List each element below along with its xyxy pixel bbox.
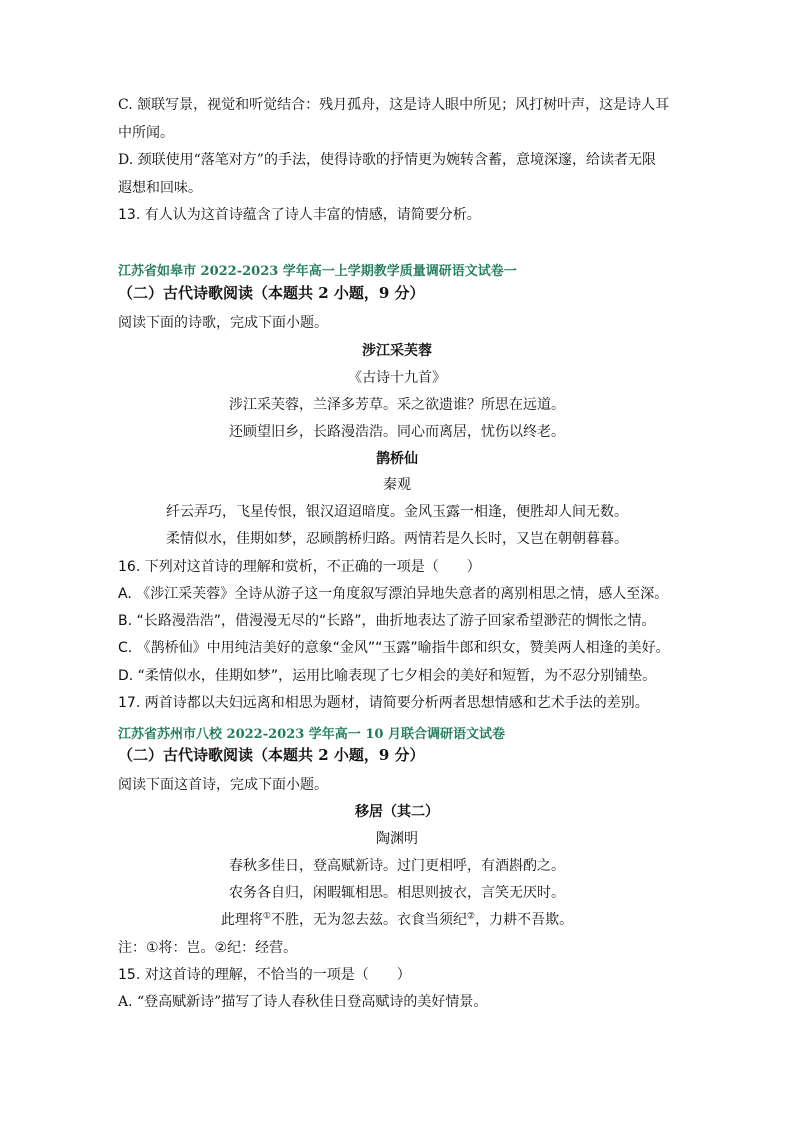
option-a: A. “登高赋新诗”描写了诗人春秋佳日登高赋诗的美好情景。: [118, 994, 488, 1010]
exam-source-suzhou: 江苏省苏州市八校 2022-2023 学年高一 10 月联合调研语文试卷: [118, 727, 505, 742]
section-heading-poetry: （二）古代诗歌阅读（本题共 2 小题，9 分）: [118, 284, 425, 302]
footnote-marker: ②: [467, 911, 476, 922]
option-c: C. 《鹊桥仙》中用纯洁美好的意象“金风”“玉露”喻指牛郎和织女，赞美两人相逢的美好。: [118, 640, 670, 656]
question-16: 16. 下列对这首诗的理解和赏析，不正确的一项是（ ）: [118, 559, 481, 575]
option-c-line1: C. 颔联写景，视觉和听觉结合：残月孤舟，这是诗人眼中所见；风打树叶声，这是诗人耳: [118, 97, 670, 113]
poem-line: 春秋多佳日，登高赋新诗。过门更相呼，有酒斟酌之。: [229, 858, 565, 874]
poem-line-part: 此理将: [220, 912, 263, 928]
poem-line: 涉江采芙蓉，兰泽多芳草。采之欲遗谁？所思在远道。: [229, 397, 565, 413]
poem-line: [0, 911, 794, 929]
footnote: 注：①将：岂。②纪：经营。: [118, 940, 298, 956]
footnote-marker: ①: [262, 911, 271, 922]
option-a: A. 《涉江采芙蓉》全诗从游子这一角度叙写漂泊异地失意者的离别相思之情，感人至深。: [118, 586, 669, 602]
reading-instruction: 阅读下面这首诗，完成下面小题。: [118, 777, 328, 793]
option-d-line1: D. 颈联使用“落笔对方”的手法，使得诗歌的抒情更为婉转含蓄，意境深邃，给读者无限: [118, 152, 656, 168]
poem-line-part: 不胜，无为忽去兹。衣食当须纪: [271, 912, 467, 928]
poem-source: 《古诗十九首》: [348, 370, 446, 386]
poem-author: 陶渊明: [376, 831, 418, 847]
poem-line: 柔情似水，佳期如梦，忍顾鹊桥归路。两情若是久长时，又岂在朝朝暮暮。: [166, 531, 628, 547]
poem-title-queqiaoxian: 鹊桥仙: [376, 451, 418, 467]
option-c-line2: 中所闻。: [118, 125, 174, 141]
poem-author: 秦观: [383, 477, 411, 493]
option-d: D. “柔情似水，佳期如梦”，运用比喻表现了七夕相会的美好和短暂，为不忍分别铺垫。: [118, 668, 657, 684]
option-d-line2: 遐想和回味。: [118, 180, 202, 196]
reading-instruction: 阅读下面的诗歌，完成下面小题。: [118, 315, 328, 331]
question-13: 13. 有人认为这首诗蕴含了诗人丰富的情感，请简要分析。: [118, 207, 481, 223]
question-17: 17. 两首诗都以夫妇远离和相思为题材，请简要分析两者思想情感和艺术手法的差别。: [118, 695, 649, 711]
poem-line-part: ，力耕不吾欺。: [475, 912, 574, 928]
option-b: B. “长路漫浩浩”，借漫漫无尽的“长路”，曲折地表达了游子回家希望渺茫的惆怅之情。: [118, 613, 656, 629]
section-heading-poetry: （二）古代诗歌阅读（本题共 2 小题，9 分）: [118, 746, 425, 764]
poem-title-shejiang: 涉江采芙蓉: [362, 343, 432, 359]
poem-line: 还顾望旧乡，长路漫浩浩。同心而离居，忧伤以终老。: [229, 424, 565, 440]
poem-title-yiju: 移居（其二）: [355, 804, 439, 820]
poem-line: 纤云弄巧，飞星传恨，银汉迢迢暗度。金风玉露一相逢，便胜却人间无数。: [166, 504, 628, 520]
poem-line: 农务各自归，闲暇辄相思。相思则披衣，言笑无厌时。: [229, 885, 565, 901]
exam-source-rugao: 江苏省如皋市 2022-2023 学年高一上学期教学质量调研语文试卷一: [118, 264, 517, 279]
question-15: 15. 对这首诗的理解，不恰当的一项是（ ）: [118, 967, 411, 983]
